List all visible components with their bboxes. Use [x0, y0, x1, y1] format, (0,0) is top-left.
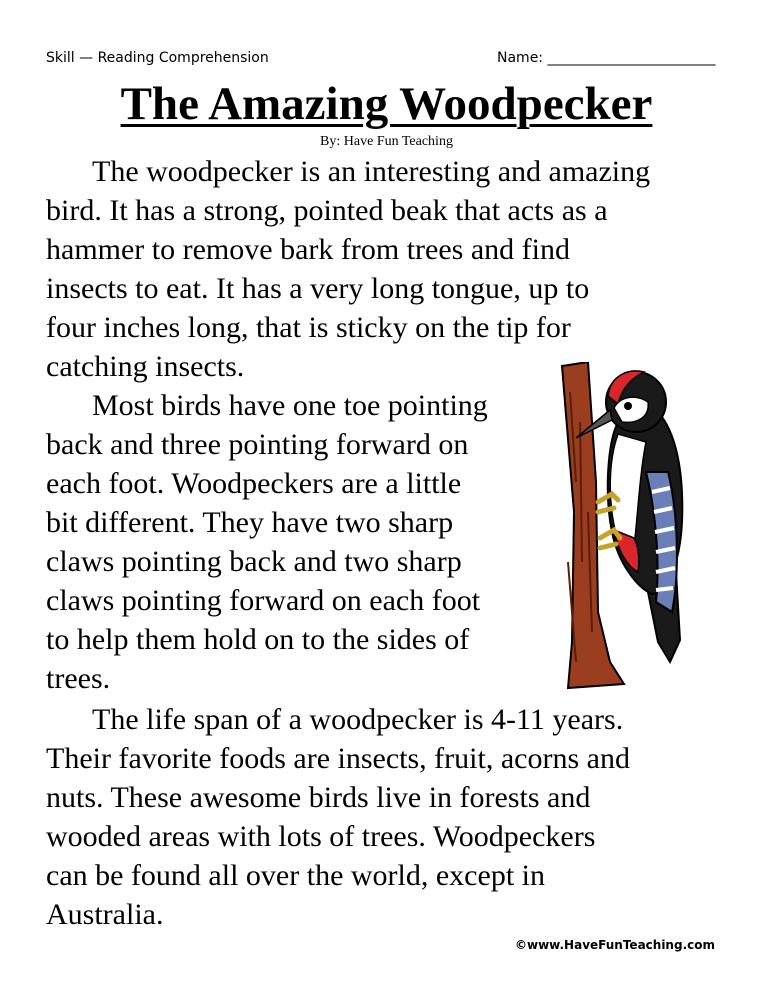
paragraph-line: back and three pointing forward on [46, 428, 469, 461]
paragraph-line: The life span of a woodpecker is 4-11 years. [92, 703, 624, 736]
worksheet-title: The Amazing Woodpecker [120, 78, 653, 130]
paragraph-line: each foot. Woodpeckers are a little [46, 467, 462, 500]
paragraph-line: Most birds have one toe pointing [92, 389, 488, 422]
paragraph-line: nuts. These awesome birds live in forests and [46, 781, 591, 814]
paragraph-3 [46, 700, 736, 934]
footer-copyright: ©www.HaveFunTeaching.com [515, 938, 715, 952]
byline: By: Have Fun Teaching [320, 134, 453, 149]
paragraph-line: bit different. They have two sharp [46, 506, 454, 539]
woodpecker-on-tree-icon [548, 362, 713, 692]
paragraph-2 [46, 386, 546, 698]
name-field-label: Name: ________________________ [497, 50, 716, 66]
paragraph-1 [46, 152, 736, 386]
paragraph-line: trees. [46, 662, 111, 695]
paragraph-line: wooded areas with lots of trees. Woodpeckers [46, 820, 596, 853]
paragraph-line: can be found all over the world, except in [46, 859, 545, 892]
paragraph-line: insects to eat. It has a very long tongue, up to [46, 272, 590, 305]
paragraph-line: claws pointing back and two sharp [46, 545, 462, 578]
paragraph-line: hammer to remove bark from trees and find [46, 233, 570, 266]
paragraph-line: catching insects. [46, 350, 245, 383]
paragraph-line: to help them hold on to the sides of [46, 623, 470, 656]
paragraph-line: The woodpecker is an interesting and amazing [92, 155, 651, 188]
paragraph-line: four inches long, that is sticky on the tip for [46, 311, 571, 344]
paragraph-line: Their favorite foods are insects, fruit, acorns and [46, 742, 630, 775]
paragraph-line: Australia. [46, 898, 164, 931]
skill-label: Skill — Reading Comprehension [46, 50, 269, 66]
paragraph-line: claws pointing forward on each foot [46, 584, 481, 617]
woodpecker-eye [624, 402, 632, 410]
paragraph-line: bird. It has a strong, pointed beak that acts as a [46, 194, 608, 227]
